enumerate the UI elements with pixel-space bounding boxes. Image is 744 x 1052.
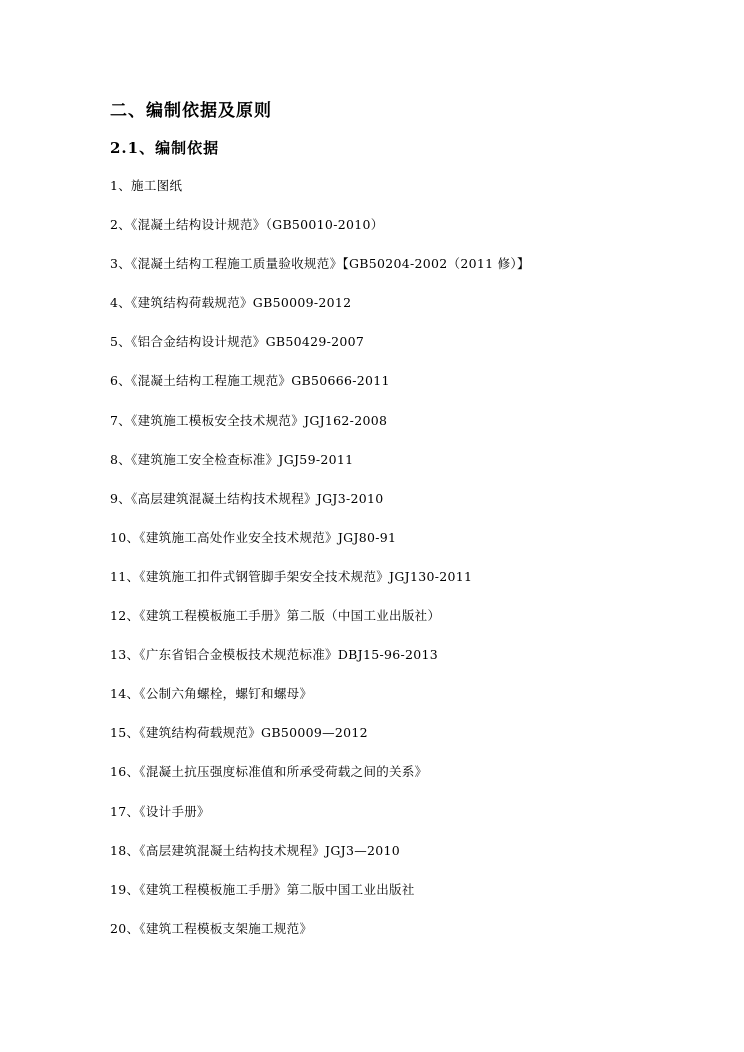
reference-item: 15、《建筑结构荷载规范》GB50009—2012 [110,725,368,741]
reference-item: 13、《广东省铝合金模板技术规范标准》DBJ15-96-2013 [110,647,439,663]
reference-item: 6、《混凝土结构工程施工规范》GB50666-2011 [110,373,390,389]
reference-item: 1、施工图纸 [110,178,183,193]
reference-item: 7、《建筑施工模板安全技术规范》JGJ162-2008 [110,412,388,428]
reference-item: 8、《建筑施工安全检查标准》JGJ59-2011 [110,451,354,467]
reference-item: 11、《建筑施工扣件式钢管脚手架安全技术规范》JGJ130-2011 [110,568,473,584]
reference-item: 2、《混凝土结构设计规范》（GB50010-2010） [110,217,384,233]
reference-item: 16、《混凝土抗压强度标准值和所承受荷载之间的关系》 [110,764,428,780]
reference-item: 17、《设计手册》 [110,803,210,819]
reference-item: 9、《高层建筑混凝土结构技术规程》JGJ3-2010 [110,490,384,506]
section-heading: 二、编制依据及原则 [110,101,272,121]
reference-item: 20、《建筑工程模板支架施工规范》 [110,920,313,936]
reference-item: 19、《建筑工程模板施工手册》第二版中国工业出版社 [110,881,415,897]
reference-item: 14、《公制六角螺栓，螺钉和螺母》 [110,686,313,702]
reference-item: 4、《建筑结构荷载规范》GB50009-2012 [110,295,352,311]
reference-item: 18、《高层建筑混凝土结构技术规程》JGJ3—2010 [110,842,401,858]
reference-item: 10、《建筑施工高处作业安全技术规范》JGJ80-91 [110,529,397,545]
reference-item: 5、《铝合金结构设计规范》GB50429-2007 [110,334,365,350]
reference-list [110,178,530,960]
reference-item: 3、《混凝土结构工程施工质量验收规范》【GB50204-2002（2011 修）】 [110,256,530,272]
reference-item: 12、《建筑工程模板施工手册》第二版（中国工业出版社） [110,608,441,624]
subsection-heading: 2.1、编制依据 [110,139,220,157]
